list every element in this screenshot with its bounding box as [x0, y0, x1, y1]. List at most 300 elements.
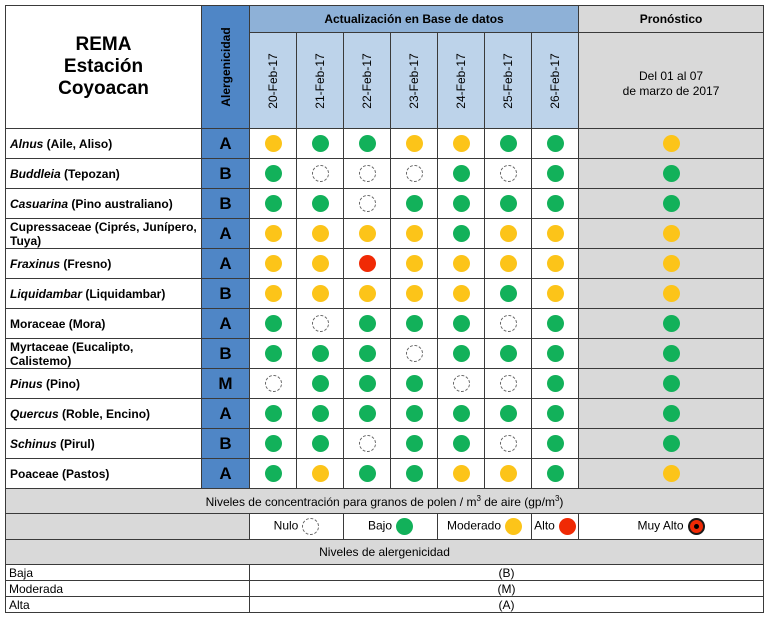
- empty-circle-icon: [406, 345, 423, 362]
- yellow-circle-icon: [406, 255, 423, 272]
- station-line-1: REMA: [75, 34, 132, 55]
- red-circle-icon: [359, 255, 376, 272]
- taxon-name: [6, 399, 202, 429]
- day-cell: [391, 219, 438, 249]
- table-row: [6, 399, 764, 429]
- green-circle-icon: [547, 135, 564, 152]
- taxon-genus: Pinus: [10, 376, 43, 391]
- level-label-moderada: Moderada: [6, 581, 250, 597]
- day-cell: [297, 459, 344, 489]
- update-header: Actualización en Base de datos: [250, 6, 579, 33]
- green-circle-icon: [312, 435, 329, 452]
- allergenicity-levels-title: Niveles de alergenicidad: [6, 540, 764, 565]
- empty-circle-icon: [453, 375, 470, 392]
- legend-bajo: [344, 514, 438, 540]
- day-cell: [297, 249, 344, 279]
- day-cell: [485, 369, 532, 399]
- empty-circle-icon: [500, 375, 517, 392]
- concentration-title: [6, 489, 764, 514]
- taxon-common: (Pino australiano): [68, 196, 173, 211]
- yellow-circle-icon: [312, 255, 329, 272]
- yellow-circle-icon: [359, 225, 376, 242]
- day-cell: [532, 339, 579, 369]
- forecast-cell: [579, 219, 764, 249]
- empty-circle-icon: [500, 435, 517, 452]
- day-cell: [344, 369, 391, 399]
- day-cell: [485, 219, 532, 249]
- date-label: 26-Feb-17: [548, 52, 563, 109]
- green-circle-icon: [663, 405, 680, 422]
- taxon-genus: Myrtaceae: [10, 339, 69, 354]
- day-cell: [250, 219, 297, 249]
- table-row: [6, 369, 764, 399]
- date-label: 21-Feb-17: [313, 52, 327, 109]
- day-cell: [438, 369, 485, 399]
- yellow-circle-icon: [453, 135, 470, 152]
- forecast-cell: [579, 129, 764, 159]
- day-cell: [344, 189, 391, 219]
- taxon-common: (Pastos): [58, 466, 110, 481]
- date-label: 24-Feb-17: [454, 52, 468, 109]
- day-cell: [485, 309, 532, 339]
- table-row: [6, 129, 764, 159]
- yellow-circle-icon: [312, 285, 329, 302]
- legend-label: Alto: [534, 518, 555, 533]
- day-cell: [438, 399, 485, 429]
- green-circle-icon: [453, 195, 470, 212]
- day-cell: [532, 429, 579, 459]
- allergenicity-level: B: [202, 429, 250, 459]
- green-circle-icon: [500, 285, 517, 302]
- day-cell: [485, 129, 532, 159]
- day-cell: [297, 189, 344, 219]
- day-cell: [391, 249, 438, 279]
- table-row: [6, 249, 764, 279]
- day-cell: [250, 429, 297, 459]
- forecast-cell: [579, 249, 764, 279]
- legend-alto: [532, 514, 579, 540]
- empty-circle-icon: [359, 165, 376, 182]
- day-cell: [532, 309, 579, 339]
- day-cell: [532, 399, 579, 429]
- day-cell: [344, 219, 391, 249]
- forecast-cell: [579, 279, 764, 309]
- allergenicity-level: A: [202, 399, 250, 429]
- table-row: [6, 219, 764, 249]
- date-header: [344, 33, 391, 129]
- day-cell: [391, 189, 438, 219]
- day-cell: [344, 309, 391, 339]
- green-circle-icon: [265, 405, 282, 422]
- day-cell: [344, 159, 391, 189]
- legend-spacer: [6, 514, 250, 540]
- yellow-circle-icon: [663, 225, 680, 242]
- taxon-name: [6, 129, 202, 159]
- green-circle-icon: [406, 405, 423, 422]
- level-code-moderada: (M): [250, 581, 764, 597]
- green-circle-icon: [547, 315, 564, 332]
- empty-circle-icon: [406, 165, 423, 182]
- allergenicity-level: A: [202, 249, 250, 279]
- green-circle-icon: [359, 465, 376, 482]
- forecast-cell: [579, 399, 764, 429]
- table-row: [6, 309, 764, 339]
- allergenicity-level: B: [202, 159, 250, 189]
- forecast-cell: [579, 309, 764, 339]
- yellow-circle-icon: [663, 465, 680, 482]
- yellow-circle-icon: [663, 255, 680, 272]
- taxon-genus: Fraxinus: [10, 256, 61, 271]
- taxa-rows: [6, 129, 764, 489]
- day-cell: [344, 339, 391, 369]
- taxon-common: (Pirul): [56, 436, 95, 451]
- green-circle-icon: [500, 405, 517, 422]
- taxon-name: [6, 309, 202, 339]
- taxon-common: (Eucalipto, Calistemo): [10, 339, 134, 368]
- empty-circle-icon: [500, 315, 517, 332]
- green-circle-icon: [547, 465, 564, 482]
- day-cell: [438, 249, 485, 279]
- date-label: 23-Feb-17: [407, 52, 421, 109]
- yellow-circle-icon: [663, 285, 680, 302]
- forecast-cell: [579, 369, 764, 399]
- taxon-genus: Liquidambar: [10, 286, 83, 301]
- yellow-circle-icon: [406, 285, 423, 302]
- legend-label: Nulo: [273, 518, 299, 533]
- taxon-common: (Roble, Encino): [58, 406, 151, 421]
- day-cell: [438, 309, 485, 339]
- green-circle-icon: [406, 375, 423, 392]
- forecast-cell: [579, 189, 764, 219]
- taxon-genus: Quercus: [10, 406, 59, 421]
- green-circle-icon: [663, 345, 680, 362]
- day-cell: [297, 399, 344, 429]
- day-cell: [438, 339, 485, 369]
- day-cell: [250, 369, 297, 399]
- level-code-alta: (A): [250, 597, 764, 613]
- forecast-cell: [579, 159, 764, 189]
- table-row: [6, 159, 764, 189]
- table-row: [6, 189, 764, 219]
- green-circle-icon: [359, 345, 376, 362]
- day-cell: [438, 189, 485, 219]
- legend-label: Moderado: [446, 518, 502, 533]
- forecast-period-line-2: de marzo de 2017: [622, 84, 720, 98]
- table-row: [6, 429, 764, 459]
- day-cell: [250, 459, 297, 489]
- yellow-circle-icon: [406, 225, 423, 242]
- yellow-circle-icon: [359, 285, 376, 302]
- empty-circle-icon: [359, 435, 376, 452]
- taxon-name: [6, 219, 202, 249]
- concentration-title-text: Niveles de concentración para granos de polen / m: [205, 494, 477, 509]
- green-circle-icon: [453, 435, 470, 452]
- day-cell: [391, 279, 438, 309]
- forecast-period-line-1: Del 01 al 07: [639, 69, 704, 83]
- green-circle-icon: [547, 195, 564, 212]
- green-circle-icon: [265, 195, 282, 212]
- day-cell: [297, 279, 344, 309]
- green-circle-icon: [547, 435, 564, 452]
- forecast-cell: [579, 339, 764, 369]
- date-label: 22-Feb-17: [360, 52, 374, 109]
- green-circle-icon: [500, 345, 517, 362]
- taxon-common: (Ciprés, Junípero, Tuya): [10, 219, 197, 248]
- taxon-genus: Buddleia: [10, 166, 61, 181]
- forecast-cell: [579, 429, 764, 459]
- green-circle-icon: [547, 345, 564, 362]
- allergenicity-level: A: [202, 309, 250, 339]
- day-cell: [532, 279, 579, 309]
- day-cell: [485, 399, 532, 429]
- green-circle-icon: [547, 405, 564, 422]
- yellow-circle-icon: [453, 285, 470, 302]
- green-circle-icon: [663, 195, 680, 212]
- yellow-circle-icon: [453, 465, 470, 482]
- day-cell: [391, 459, 438, 489]
- day-cell: [250, 399, 297, 429]
- day-cell: [250, 279, 297, 309]
- green-circle-icon: [265, 315, 282, 332]
- yellow-circle-icon: [265, 285, 282, 302]
- green-circle-icon: [453, 165, 470, 182]
- allergenicity-level: A: [202, 129, 250, 159]
- yellow-circle-icon: [547, 225, 564, 242]
- yellow-circle-icon: [265, 135, 282, 152]
- taxon-name: [6, 339, 202, 369]
- green-circle-icon: [547, 165, 564, 182]
- pollen-report: [5, 5, 763, 613]
- day-cell: [391, 159, 438, 189]
- day-cell: [532, 369, 579, 399]
- taxon-common: (Tepozan): [60, 166, 120, 181]
- day-cell: [485, 159, 532, 189]
- day-cell: [297, 219, 344, 249]
- yellow-circle-icon: [547, 255, 564, 272]
- legend-muy-alto: [579, 514, 764, 540]
- yellow-circle-icon: [406, 135, 423, 152]
- yellow-circle-icon: [500, 225, 517, 242]
- empty-circle-icon: [312, 165, 329, 182]
- day-cell: [250, 339, 297, 369]
- taxon-common: (Mora): [65, 316, 106, 331]
- green-circle-icon: [359, 315, 376, 332]
- allergenicity-header: [202, 6, 250, 129]
- date-header: [532, 33, 579, 129]
- day-cell: [344, 399, 391, 429]
- day-cell: [391, 309, 438, 339]
- green-circle-icon: [265, 345, 282, 362]
- day-cell: [391, 129, 438, 159]
- green-circle-icon: [453, 225, 470, 242]
- legend-label: Muy Alto: [637, 518, 684, 533]
- green-circle-icon: [500, 135, 517, 152]
- day-cell: [297, 309, 344, 339]
- day-cell: [485, 249, 532, 279]
- allergenicity-level: B: [202, 189, 250, 219]
- taxon-genus: Alnus: [10, 136, 44, 151]
- taxon-common: (Fresno): [60, 256, 112, 271]
- date-header: [485, 33, 532, 129]
- day-cell: [297, 159, 344, 189]
- day-cell: [485, 279, 532, 309]
- concentration-title-sup2: 3: [554, 493, 560, 503]
- allergenicity-level: B: [202, 279, 250, 309]
- green-circle-icon: [406, 315, 423, 332]
- day-cell: [391, 399, 438, 429]
- empty-circle-icon: [359, 195, 376, 212]
- day-cell: [532, 249, 579, 279]
- green-circle-icon: [406, 465, 423, 482]
- green-circle-icon: [312, 375, 329, 392]
- green-circle-icon: [312, 195, 329, 212]
- yellow-circle-icon: [500, 465, 517, 482]
- station-title: [6, 6, 202, 129]
- pollen-table: [5, 5, 764, 613]
- green-circle-icon: [500, 195, 517, 212]
- taxon-genus: Casuarina: [10, 196, 69, 211]
- taxon-name: [6, 279, 202, 309]
- green-circle-icon: [663, 435, 680, 452]
- day-cell: [344, 459, 391, 489]
- day-cell: [250, 159, 297, 189]
- day-cell: [485, 339, 532, 369]
- yellow-circle-icon: [547, 285, 564, 302]
- day-cell: [438, 129, 485, 159]
- taxon-name: [6, 159, 202, 189]
- green-circle-icon: [547, 375, 564, 392]
- red-black-circle-icon: [688, 518, 705, 535]
- forecast-period: [579, 33, 764, 129]
- green-circle-icon: [406, 435, 423, 452]
- taxon-genus: Moraceae: [10, 316, 66, 331]
- concentration-title-mid: de aire (gp/m: [480, 494, 555, 509]
- day-cell: [250, 249, 297, 279]
- yellow-circle-icon: [500, 255, 517, 272]
- green-circle-icon: [663, 315, 680, 332]
- day-cell: [485, 459, 532, 489]
- green-circle-icon: [406, 195, 423, 212]
- yellow-circle-icon: [453, 255, 470, 272]
- green-circle-icon: [453, 405, 470, 422]
- date-header: [438, 33, 485, 129]
- green-circle-icon: [359, 405, 376, 422]
- taxon-name: [6, 249, 202, 279]
- taxon-common: (Pino): [42, 376, 80, 391]
- day-cell: [250, 129, 297, 159]
- day-cell: [344, 129, 391, 159]
- day-cell: [438, 429, 485, 459]
- level-code-baja: (B): [250, 565, 764, 581]
- day-cell: [532, 189, 579, 219]
- day-cell: [532, 219, 579, 249]
- green-circle-icon: [663, 165, 680, 182]
- day-cell: [344, 429, 391, 459]
- yellow-circle-icon: [265, 225, 282, 242]
- empty-circle-icon: [265, 375, 282, 392]
- allergenicity-header-label: Alergenicidad: [218, 27, 233, 107]
- day-cell: [438, 219, 485, 249]
- date-label: 20-Feb-17: [266, 52, 280, 109]
- allergenicity-level: B: [202, 339, 250, 369]
- forecast-header: Pronóstico: [579, 6, 764, 33]
- yellow-circle-icon: [505, 518, 522, 535]
- taxon-name: [6, 189, 202, 219]
- green-circle-icon: [453, 315, 470, 332]
- station-line-2: Estación: [63, 56, 144, 77]
- day-cell: [344, 249, 391, 279]
- level-label-baja: Baja: [6, 565, 250, 581]
- allergenicity-level: A: [202, 219, 250, 249]
- allergenicity-level: A: [202, 459, 250, 489]
- day-cell: [297, 429, 344, 459]
- taxon-name: [6, 459, 202, 489]
- day-cell: [297, 129, 344, 159]
- date-label: 25-Feb-17: [501, 52, 515, 109]
- green-circle-icon: [359, 375, 376, 392]
- date-header: [391, 33, 438, 129]
- forecast-cell: [579, 459, 764, 489]
- day-cell: [250, 189, 297, 219]
- green-circle-icon: [663, 375, 680, 392]
- day-cell: [391, 369, 438, 399]
- date-header: [250, 33, 297, 129]
- level-label-alta: Alta: [6, 597, 250, 613]
- yellow-circle-icon: [312, 465, 329, 482]
- concentration-title-end: ): [559, 494, 564, 509]
- taxon-genus: Cupressaceae: [10, 219, 92, 234]
- day-cell: [344, 279, 391, 309]
- green-circle-icon: [312, 405, 329, 422]
- yellow-circle-icon: [265, 255, 282, 272]
- taxon-name: [6, 369, 202, 399]
- green-circle-icon: [265, 465, 282, 482]
- red-circle-icon: [559, 518, 576, 535]
- taxon-name: [6, 429, 202, 459]
- day-cell: [438, 459, 485, 489]
- day-cell: [250, 309, 297, 339]
- day-cell: [532, 159, 579, 189]
- empty-circle-icon: [302, 518, 319, 535]
- taxon-common: (Aile, Aliso): [43, 136, 113, 151]
- yellow-circle-icon: [663, 135, 680, 152]
- day-cell: [532, 459, 579, 489]
- day-cell: [532, 129, 579, 159]
- taxon-genus: Poaceae: [10, 466, 59, 481]
- day-cell: [297, 369, 344, 399]
- green-circle-icon: [265, 435, 282, 452]
- empty-circle-icon: [312, 315, 329, 332]
- taxon-genus: Schinus: [10, 436, 57, 451]
- day-cell: [438, 159, 485, 189]
- legend-moderado: [438, 514, 532, 540]
- green-circle-icon: [359, 135, 376, 152]
- table-row: [6, 459, 764, 489]
- day-cell: [485, 189, 532, 219]
- legend-label: Bajo: [367, 518, 393, 533]
- day-cell: [297, 339, 344, 369]
- day-cell: [391, 429, 438, 459]
- day-cell: [438, 279, 485, 309]
- table-row: [6, 339, 764, 369]
- green-circle-icon: [396, 518, 413, 535]
- legend-nulo: [250, 514, 344, 540]
- green-circle-icon: [265, 165, 282, 182]
- empty-circle-icon: [500, 165, 517, 182]
- taxon-common: (Liquidambar): [82, 286, 166, 301]
- day-cell: [391, 339, 438, 369]
- green-circle-icon: [312, 345, 329, 362]
